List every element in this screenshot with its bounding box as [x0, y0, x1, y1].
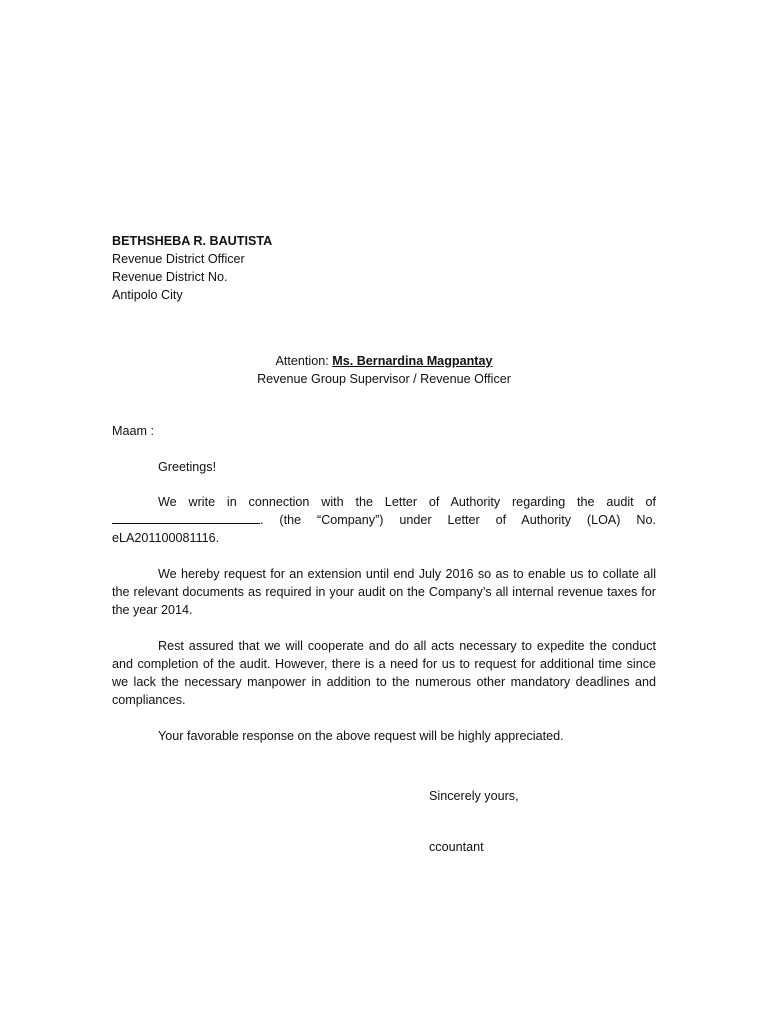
signature-title: ccountant — [429, 840, 484, 854]
paragraph-4: Your favorable response on the above request will be highly appreciated. — [158, 729, 564, 743]
attention-role: Revenue Group Supervisor / Revenue Officer — [257, 372, 511, 386]
paragraph-1-line-2-text: . (the “Company”) under Letter of Authority (LOA) No. — [260, 513, 656, 527]
paragraph-3: Rest assured that we will cooperate and do all acts necessary to expedite the conduct and completion of the audit. However, there is a need for us to request for additional time since we lack the necessary manpower in addition to the numerous other mandatory deadlines and compliances. — [112, 639, 656, 707]
addressee-district: Revenue District No. — [112, 270, 228, 284]
addressee-city: Antipolo City — [112, 288, 183, 302]
paragraph-1-line-3: eLA201100081116. — [112, 531, 220, 545]
attention-label: Attention: — [275, 354, 329, 368]
salutation: Maam : — [112, 424, 154, 438]
attention-block — [112, 352, 656, 388]
paragraph-2: We hereby request for an extension until end July 2016 so as to enable us to collate all the relevant documents as required in your audit on the Company’s all internal revenue taxes for the year 2014. — [112, 567, 656, 617]
attention-name: Ms. Bernardina Magpantay — [332, 354, 493, 368]
paragraph-1-line-1: We write in connection with the Letter of Authority regarding the audit of — [158, 495, 656, 509]
attention-line — [112, 352, 656, 370]
addressee-title: Revenue District Officer — [112, 252, 245, 266]
letter-body — [112, 458, 656, 763]
paragraph-1 — [112, 493, 656, 547]
addressee-block — [112, 232, 512, 304]
addressee-name: BETHSHEBA R. BAUTISTA — [112, 234, 273, 248]
greeting: Greetings! — [158, 460, 217, 474]
paragraph-1-line-2 — [112, 511, 656, 529]
company-name-blank — [112, 511, 260, 524]
closing: Sincerely yours, — [429, 789, 519, 803]
